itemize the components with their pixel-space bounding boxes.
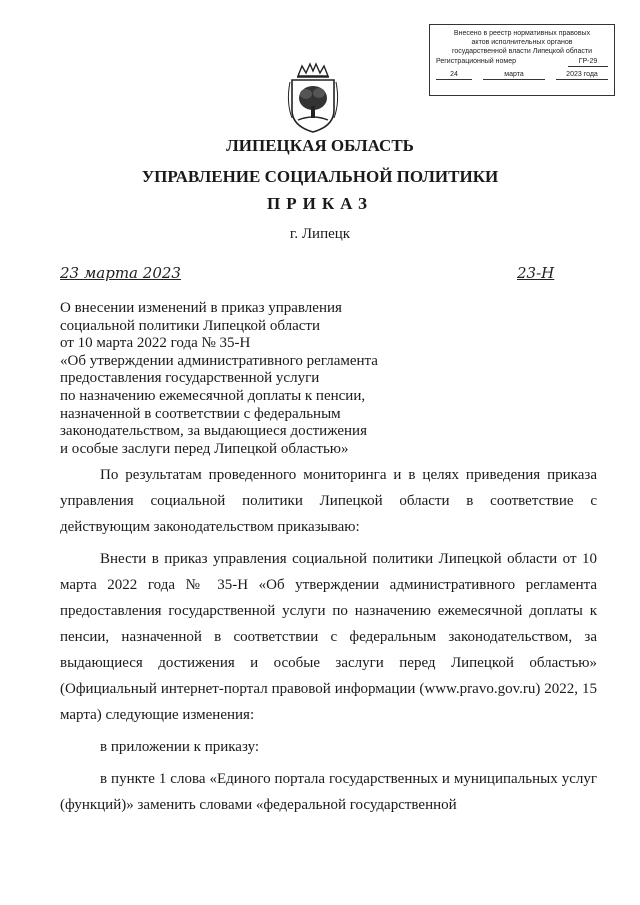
body-paragraph: Внести в приказ управления социальной политики Липецкой области от 10 марта 2022 года № 35-Н «Об утверждении административного регламента предоставления государственной услуги по назначению ежемесячной доплаты к пенсии, назначенной в соответствии с федеральным законодательством, за выдающиеся достижения и особые заслуги перед Липецкой областью» (Официальный интернет-портал правовой информации (www.pravo.gov.ru) 2022, 15 марта) следующие изменения: <box>60 551 597 723</box>
subject-line: по назначению ежемесячной доплаты к пенсии, <box>60 387 366 404</box>
document-type-title: ПРИКАЗ <box>267 194 373 213</box>
subject-line: предоставления государственной услуги <box>60 370 320 387</box>
stamp-year: 2023 года <box>556 70 608 80</box>
coat-of-arms-emblem <box>284 62 342 134</box>
stamp-day: 24 <box>436 70 472 80</box>
subject-line: законодательством, за выдающиеся достижения <box>60 423 367 440</box>
city-line: г. Липецк <box>289 226 351 242</box>
stamp-line-3: государственной власти Липецкой области <box>451 48 592 55</box>
order-body <box>60 462 597 824</box>
stamp-registration-row <box>436 57 608 67</box>
stamp-month: марта <box>483 70 545 80</box>
department-heading: УПРАВЛЕНИЕ СОЦИАЛЬНОЙ ПОЛИТИКИ <box>141 167 499 186</box>
subject-line: назначенной в соответствии с федеральным <box>60 405 341 422</box>
body-paragraph: в пункте 1 слова «Единого портала государственных и муниципальных услуг (функций)» заменить словами «федеральной государственной <box>60 771 597 813</box>
region-heading: ЛИПЕЦКАЯ ОБЛАСТЬ <box>226 136 414 155</box>
stamp-line-1: Внесено в реестр нормативных правовых <box>453 30 591 37</box>
subject-line: «Об утверждении административного регламента <box>60 352 378 369</box>
handwritten-order-number: 23-Н <box>517 264 555 282</box>
registry-stamp <box>429 24 615 96</box>
subject-line: и особые заслуги перед Липецкой областью» <box>60 440 349 457</box>
subject-line: социальной политики Липецкой области <box>60 317 320 334</box>
subject-line: О внесении изменений в приказ управления <box>60 300 342 316</box>
stamp-reg-number: ГР-29 <box>568 57 608 67</box>
order-subject <box>60 300 420 458</box>
subject-line: от 10 марта 2022 года № 35-Н <box>60 335 251 352</box>
stamp-reg-label: Регистрационный номер <box>436 58 516 65</box>
body-paragraph: По результатам проведенного мониторинга и в целях приведения приказа управления социальной политики Липецкой области в соответствие с действующим законодательством приказываю: <box>60 467 597 535</box>
stamp-line-2: актов исполнительных органов <box>471 39 573 46</box>
stamp-date-row <box>436 70 608 80</box>
handwritten-date: 23 марта 2023 <box>60 264 181 282</box>
body-paragraph: в приложении к приказу: <box>100 739 260 755</box>
